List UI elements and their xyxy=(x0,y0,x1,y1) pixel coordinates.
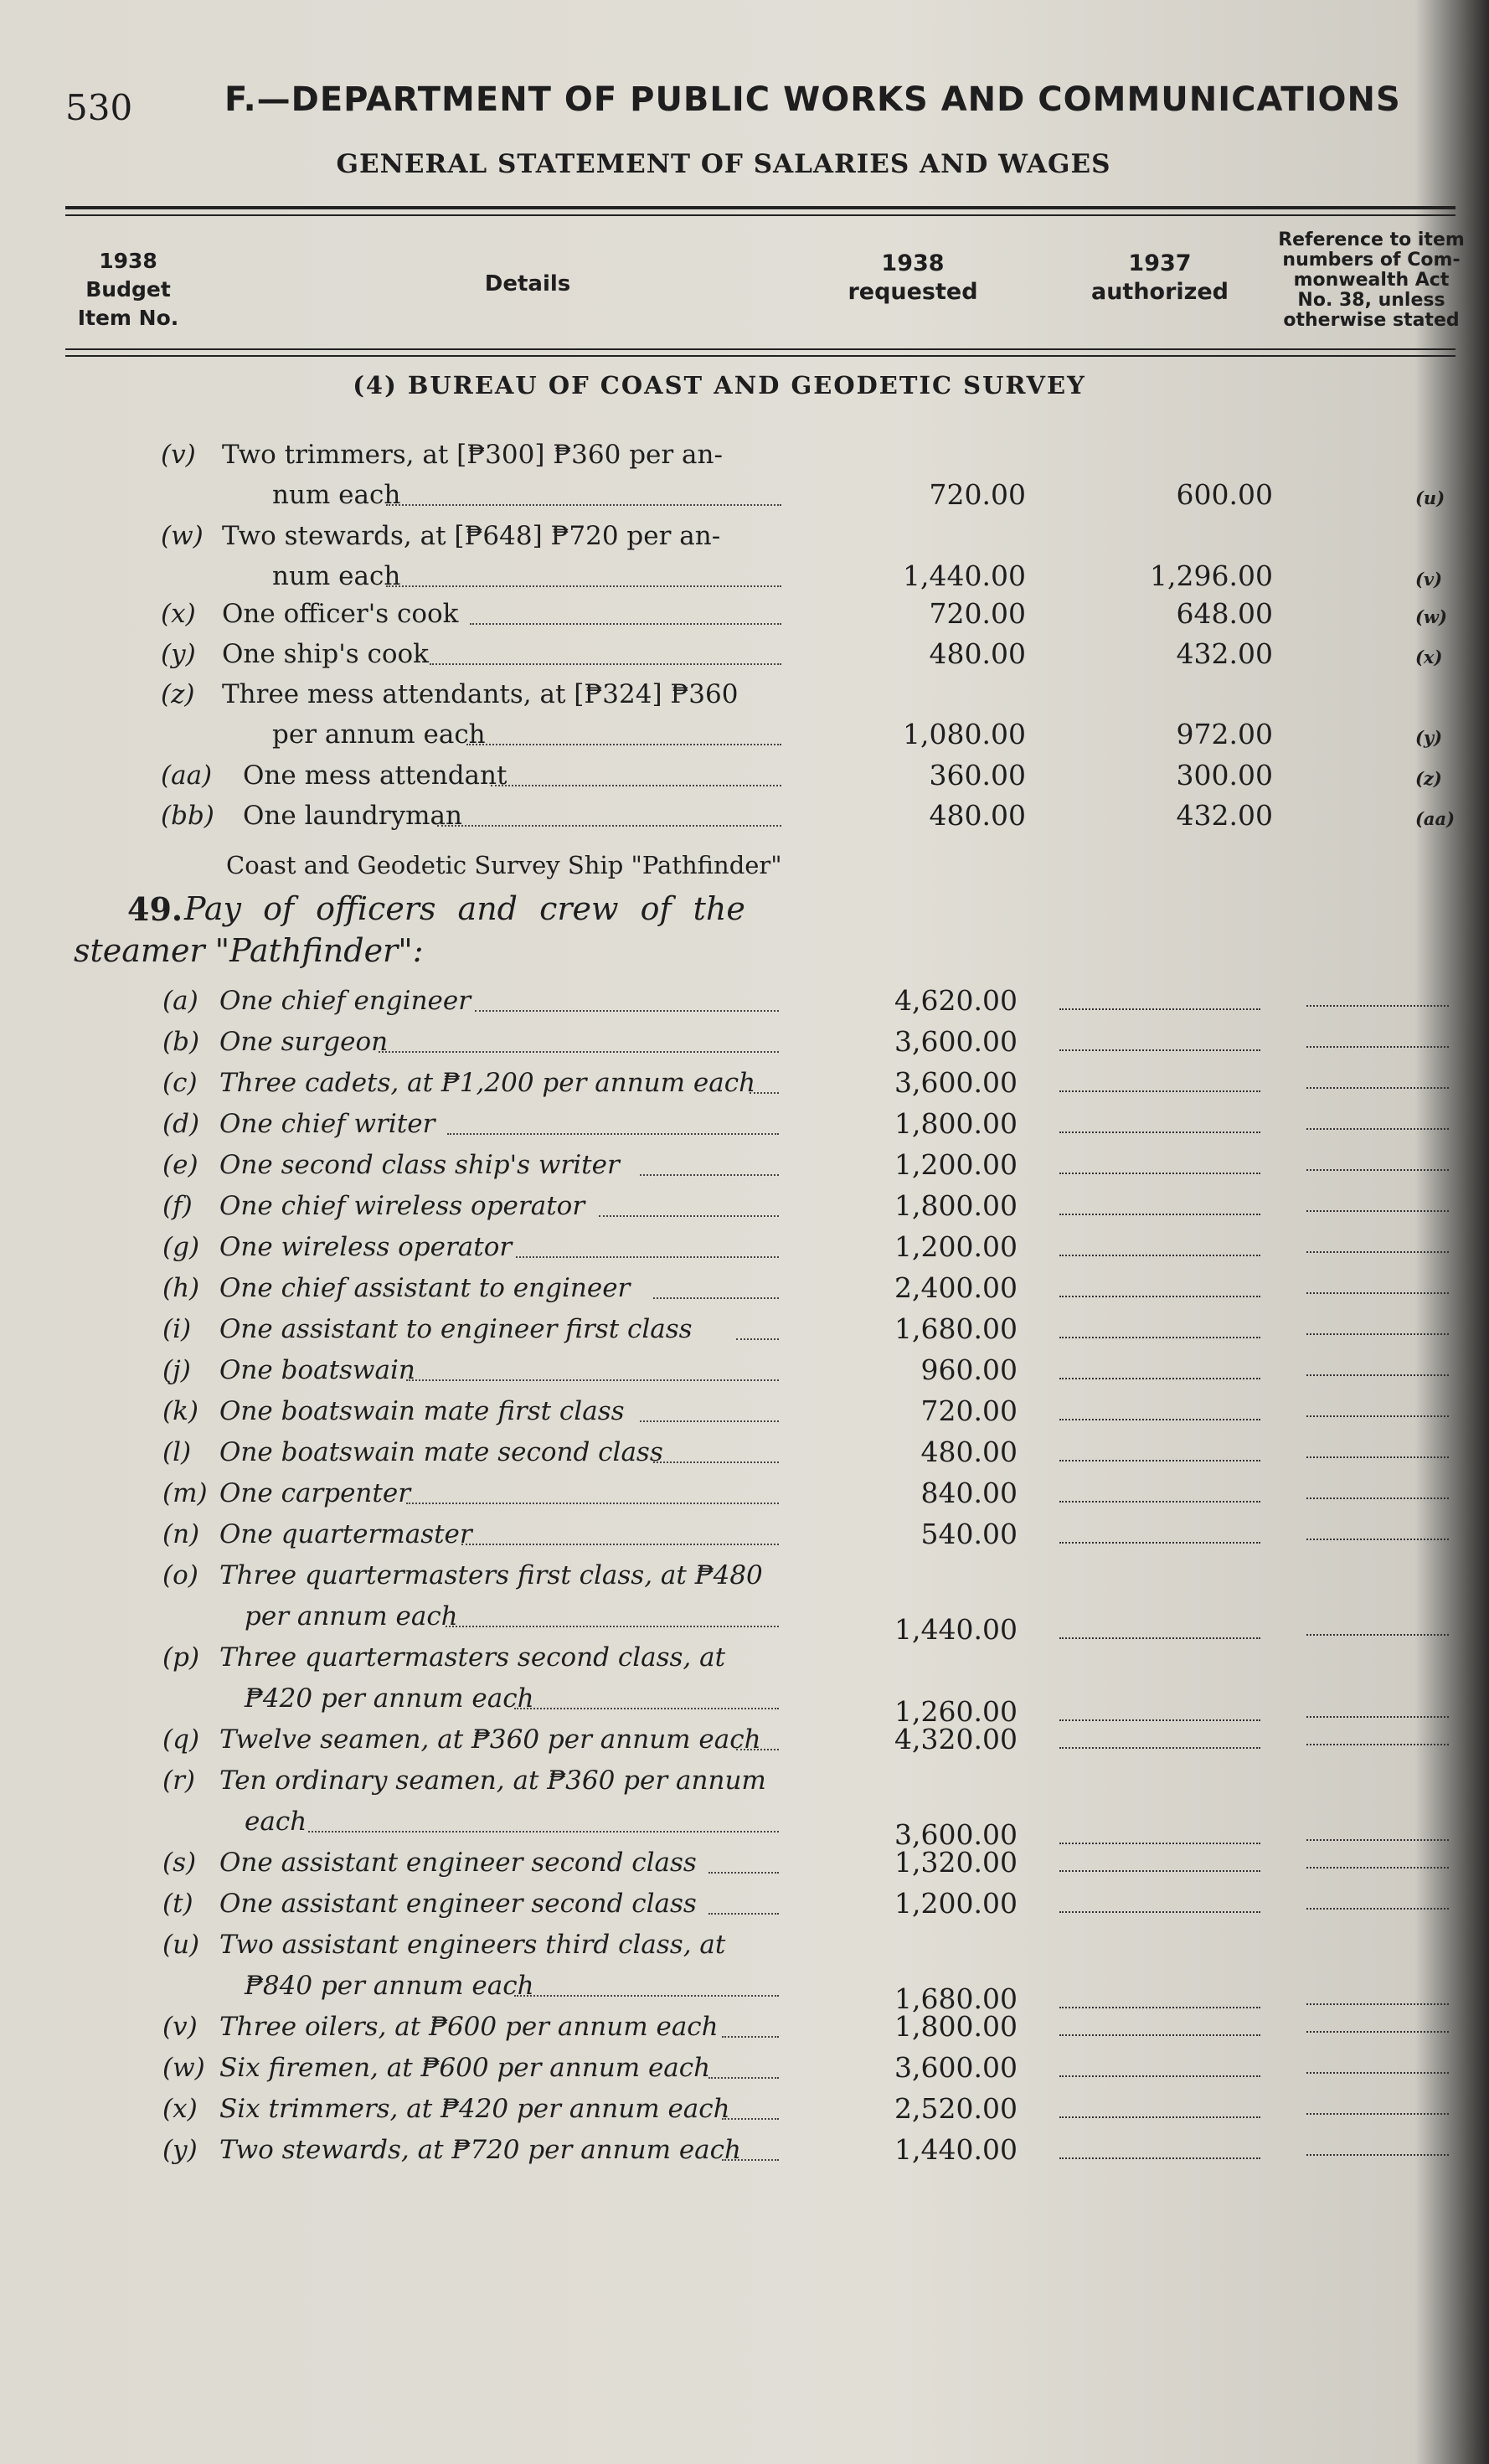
item-detail: Three oilers, at ₱600 per annum each xyxy=(219,2012,719,2042)
authorized-blank xyxy=(1059,1173,1260,1174)
item-detail: One chief wireless operator xyxy=(219,1191,585,1221)
reference-blank xyxy=(1306,1046,1449,1048)
col-reference-line: otherwise stated xyxy=(1283,310,1460,331)
item-detail: One boatswain mate second class xyxy=(219,1437,663,1467)
item-letter: (k) xyxy=(162,1396,198,1426)
authorized-blank xyxy=(1059,1747,1260,1749)
leader-dots xyxy=(514,1708,779,1709)
item-detail: One mess attendant xyxy=(243,760,507,791)
item-detail: Two stewards, at ₱720 per annum each xyxy=(219,2135,741,2165)
leader-dots xyxy=(386,585,781,587)
item-letter: (bb) xyxy=(161,801,214,831)
statement-subtitle: GENERAL STATEMENT OF SALARIES AND WAGES xyxy=(336,149,1111,179)
requested-amount: 1,680.00 xyxy=(894,1982,1018,2015)
reference-blank xyxy=(1306,2072,1449,2074)
authorized-blank xyxy=(1059,1337,1260,1338)
leader-dots xyxy=(516,1256,779,1258)
reference-code: (u) xyxy=(1415,487,1445,508)
reference-blank xyxy=(1306,1539,1449,1540)
col-reference-line: monwealth Act xyxy=(1293,270,1450,291)
authorized-blank xyxy=(1059,2157,1260,2159)
authorized-blank xyxy=(1059,1870,1260,1872)
item-detail: One second class ship's writer xyxy=(219,1150,620,1180)
item-detail: Six trimmers, at ₱420 per annum each xyxy=(219,2094,730,2124)
item-letter: (q) xyxy=(162,1724,200,1755)
requested-amount: 480.00 xyxy=(929,799,1026,832)
requested-amount: 480.00 xyxy=(929,637,1026,670)
item-letter: (p) xyxy=(162,1642,200,1673)
requested-amount: 1,800.00 xyxy=(894,1189,1018,1222)
header-rule-2 xyxy=(65,355,1456,357)
requested-amount: 720.00 xyxy=(929,478,1026,511)
authorized-blank xyxy=(1059,1255,1260,1256)
item-letter: (x) xyxy=(161,599,196,629)
item-letter: (d) xyxy=(162,1109,200,1139)
requested-amount: 4,620.00 xyxy=(894,984,1018,1017)
item-detail: One assistant engineer second class xyxy=(219,1889,697,1919)
leader-dots xyxy=(722,2036,779,2038)
reference-blank xyxy=(1306,1333,1449,1335)
item-letter: (l) xyxy=(162,1437,192,1467)
item-detail-continuation: num each xyxy=(272,561,401,591)
leader-dots xyxy=(640,1174,779,1176)
item-letter: (f) xyxy=(162,1191,193,1221)
authorized-blank xyxy=(1059,2075,1260,2077)
leader-dots xyxy=(475,1010,779,1012)
item-detail: One officer's cook xyxy=(222,599,459,629)
item-detail: Six firemen, at ₱600 per annum each xyxy=(219,2053,711,2083)
leader-dots xyxy=(466,744,781,745)
requested-amount: 1,440.00 xyxy=(894,1613,1018,1646)
item-detail: One laundryman xyxy=(243,801,462,831)
leader-dots xyxy=(708,2077,779,2079)
requested-amount: 540.00 xyxy=(920,1518,1018,1550)
item-letter: (z) xyxy=(161,679,195,709)
requested-amount: 960.00 xyxy=(920,1353,1018,1386)
item-detail: Three cadets, at ₱1,200 per annum each xyxy=(219,1068,756,1098)
reference-code: (aa) xyxy=(1415,808,1456,829)
requested-amount: 2,400.00 xyxy=(894,1271,1018,1304)
authorized-blank xyxy=(1059,1843,1260,1844)
requested-amount: 480.00 xyxy=(920,1436,1018,1468)
col-item-no-line: Item No. xyxy=(77,306,179,330)
authorized-blank xyxy=(1059,1378,1260,1379)
requested-amount: 1,200.00 xyxy=(894,1887,1018,1920)
item-detail: Three mess attendants, at [₱324] ₱360 xyxy=(222,679,739,709)
leader-dots xyxy=(406,1503,779,1504)
col-authorized-line: authorized xyxy=(1090,279,1229,305)
leader-dots xyxy=(386,504,781,506)
item-detail: One wireless operator xyxy=(219,1232,513,1262)
authorized-blank xyxy=(1059,1460,1260,1461)
reference-blank xyxy=(1306,1251,1449,1253)
paragraph-title-line1: Pay of officers and crew of the xyxy=(184,890,745,927)
leader-dots xyxy=(736,1338,779,1340)
authorized-amount: 600.00 xyxy=(1176,478,1273,511)
item-detail-continuation: ₱420 per annum each xyxy=(245,1683,534,1714)
leader-dots xyxy=(308,1831,779,1833)
authorized-blank xyxy=(1059,1501,1260,1503)
requested-amount: 720.00 xyxy=(929,597,1026,630)
item-letter: (aa) xyxy=(161,760,213,791)
authorized-amount: 300.00 xyxy=(1176,759,1273,791)
top-rule xyxy=(65,206,1456,209)
reference-blank xyxy=(1306,2031,1449,2033)
ship-heading: Coast and Geodetic Survey Ship "Pathfinder" xyxy=(226,851,782,879)
col-reference-line: No. 38, unless xyxy=(1297,290,1445,311)
authorized-amount: 432.00 xyxy=(1176,799,1273,832)
authorized-blank xyxy=(1059,1049,1260,1051)
requested-amount: 1,260.00 xyxy=(894,1695,1018,1728)
requested-amount: 2,520.00 xyxy=(894,2092,1018,2125)
authorized-blank xyxy=(1059,1542,1260,1544)
requested-amount: 3,600.00 xyxy=(894,2051,1018,2084)
reference-blank xyxy=(1306,1128,1449,1130)
leader-dots xyxy=(653,1461,779,1463)
col-item-no-line: Budget xyxy=(85,277,171,302)
reference-code: (x) xyxy=(1415,647,1443,668)
leader-dots xyxy=(599,1215,779,1217)
paragraph-number: 49. xyxy=(127,890,183,928)
item-detail: Three quartermasters second class, at xyxy=(219,1642,726,1673)
reference-code: (v) xyxy=(1415,569,1443,590)
requested-amount: 1,200.00 xyxy=(894,1148,1018,1181)
requested-amount: 360.00 xyxy=(929,759,1026,791)
col-reference-line: numbers of Com- xyxy=(1282,250,1461,271)
authorized-amount: 972.00 xyxy=(1176,718,1273,750)
item-letter: (r) xyxy=(162,1766,196,1796)
item-detail-continuation: ₱840 per annum each xyxy=(245,1971,534,2001)
authorized-amount: 432.00 xyxy=(1176,637,1273,670)
requested-amount: 1,680.00 xyxy=(894,1312,1018,1345)
requested-amount: 1,080.00 xyxy=(903,718,1026,750)
page-number: 530 xyxy=(65,87,133,128)
authorized-blank xyxy=(1059,2007,1260,2008)
authorized-blank xyxy=(1059,1637,1260,1639)
item-detail: One surgeon xyxy=(219,1027,389,1057)
col-requested-line: 1938 xyxy=(881,250,945,276)
reference-code: (y) xyxy=(1415,727,1443,748)
item-detail: Twelve seamen, at ₱360 per annum each xyxy=(219,1724,761,1755)
reference-blank xyxy=(1306,1456,1449,1458)
reference-blank xyxy=(1306,1292,1449,1294)
item-letter: (w) xyxy=(161,521,204,551)
requested-amount: 3,600.00 xyxy=(894,1025,1018,1058)
item-detail: One chief assistant to engineer xyxy=(219,1273,631,1303)
col-details: Details xyxy=(484,271,571,296)
item-letter: (i) xyxy=(162,1314,192,1344)
reference-code: (z) xyxy=(1415,768,1442,789)
item-detail-continuation: each xyxy=(245,1807,307,1837)
reference-blank xyxy=(1306,1867,1449,1869)
authorized-blank xyxy=(1059,1131,1260,1133)
reference-code: (w) xyxy=(1415,606,1447,627)
item-detail: One carpenter xyxy=(219,1478,411,1508)
paragraph-title-line2: steamer "Pathfinder": xyxy=(74,932,424,969)
item-letter: (n) xyxy=(162,1519,200,1549)
item-letter: (b) xyxy=(162,1027,200,1057)
reference-blank xyxy=(1306,1716,1449,1718)
reference-blank xyxy=(1306,1374,1449,1376)
leader-dots xyxy=(379,1051,779,1053)
authorized-amount: 648.00 xyxy=(1176,597,1273,630)
leader-dots xyxy=(514,1995,779,1997)
item-letter: (o) xyxy=(162,1560,198,1590)
authorized-blank xyxy=(1059,1911,1260,1913)
reference-blank xyxy=(1306,1908,1449,1910)
item-letter: (v) xyxy=(162,2012,198,2042)
leader-dots xyxy=(447,1133,779,1135)
col-reference-line: Reference to item xyxy=(1278,229,1465,250)
reference-blank xyxy=(1306,1839,1449,1841)
requested-amount: 1,800.00 xyxy=(894,2010,1018,2043)
requested-amount: 840.00 xyxy=(920,1477,1018,1509)
authorized-blank xyxy=(1059,1719,1260,1721)
item-detail: Two assistant engineers third class, at xyxy=(219,1930,726,1960)
item-detail: One ship's cook xyxy=(222,639,429,669)
col-requested-line: requested xyxy=(848,279,978,305)
requested-amount: 1,320.00 xyxy=(894,1846,1018,1879)
leader-dots xyxy=(708,1913,779,1915)
item-detail: One chief writer xyxy=(219,1109,435,1139)
col-item-no xyxy=(65,247,191,332)
requested-amount: 1,440.00 xyxy=(894,2133,1018,2166)
leader-dots xyxy=(491,785,781,786)
item-letter: (y) xyxy=(162,2135,198,2165)
requested-amount: 1,200.00 xyxy=(894,1230,1018,1263)
leader-dots xyxy=(461,1544,779,1545)
item-letter: (v) xyxy=(161,440,196,470)
item-detail: Two stewards, at [₱648] ₱720 per an- xyxy=(222,521,721,551)
item-detail: Two trimmers, at [₱300] ₱360 per an- xyxy=(222,440,723,470)
authorized-blank xyxy=(1059,1296,1260,1297)
leader-dots xyxy=(722,2118,779,2120)
reference-blank xyxy=(1306,1415,1449,1417)
department-title: F.—DEPARTMENT OF PUBLIC WORKS AND COMMUNICATIONS xyxy=(224,80,1401,119)
leader-dots xyxy=(406,1379,779,1381)
requested-amount: 4,320.00 xyxy=(894,1723,1018,1755)
requested-amount: 3,600.00 xyxy=(894,1818,1018,1851)
reference-blank xyxy=(1306,1169,1449,1171)
item-letter: (c) xyxy=(162,1068,198,1098)
item-letter: (w) xyxy=(162,2053,205,2083)
col-item-no-line: 1938 xyxy=(99,249,157,273)
item-letter: (g) xyxy=(162,1232,200,1262)
col-authorized-line: 1937 xyxy=(1128,250,1192,276)
leader-dots xyxy=(736,1749,779,1750)
leader-dots xyxy=(640,1420,779,1422)
authorized-blank xyxy=(1059,2034,1260,2036)
item-detail: Ten ordinary seamen, at ₱360 per annum xyxy=(219,1766,766,1796)
reference-blank xyxy=(1306,1087,1449,1089)
leader-dots xyxy=(708,1872,779,1874)
item-letter: (u) xyxy=(162,1930,200,1960)
reference-blank xyxy=(1306,1634,1449,1636)
requested-amount: 720.00 xyxy=(920,1394,1018,1427)
reference-blank xyxy=(1306,1497,1449,1499)
item-detail: One boatswain xyxy=(219,1355,415,1385)
leader-dots xyxy=(653,1297,779,1299)
item-letter: (m) xyxy=(162,1478,208,1508)
authorized-blank xyxy=(1059,1090,1260,1092)
leader-dots xyxy=(446,1626,779,1627)
requested-amount: 1,800.00 xyxy=(894,1107,1018,1140)
requested-amount: 3,600.00 xyxy=(894,1066,1018,1099)
reference-blank xyxy=(1306,2003,1449,2005)
section-title: (4) BUREAU OF COAST AND GEODETIC SURVEY xyxy=(353,371,1086,399)
item-detail: One chief engineer xyxy=(219,986,471,1016)
item-detail-continuation: per annum each xyxy=(272,719,486,750)
reference-blank xyxy=(1306,2154,1449,2156)
col-authorized xyxy=(1064,250,1256,307)
authorized-amount: 1,296.00 xyxy=(1150,559,1273,592)
col-reference xyxy=(1277,230,1466,331)
item-letter: (h) xyxy=(162,1273,200,1303)
item-letter: (a) xyxy=(162,986,198,1016)
item-letter: (e) xyxy=(162,1150,198,1180)
header-rule xyxy=(65,348,1456,350)
item-letter: (s) xyxy=(162,1848,197,1878)
item-letter: (j) xyxy=(162,1355,191,1385)
reference-blank xyxy=(1306,2113,1449,2115)
authorized-blank xyxy=(1059,1214,1260,1215)
item-detail: One quartermaster xyxy=(219,1519,472,1549)
requested-amount: 1,440.00 xyxy=(903,559,1026,592)
leader-dots xyxy=(722,2159,779,2161)
item-detail: One assistant engineer second class xyxy=(219,1848,697,1878)
leader-dots xyxy=(437,825,781,827)
authorized-blank xyxy=(1059,2116,1260,2118)
col-requested xyxy=(821,250,1005,307)
item-detail: Three quartermasters first class, at ₱480 xyxy=(219,1560,763,1590)
item-letter: (y) xyxy=(161,639,196,669)
reference-blank xyxy=(1306,1210,1449,1212)
authorized-blank xyxy=(1059,1419,1260,1420)
item-detail-continuation: num each xyxy=(272,480,401,510)
reference-blank xyxy=(1306,1005,1449,1007)
item-letter: (t) xyxy=(162,1889,193,1919)
top-rule-thin xyxy=(65,214,1456,216)
page-header xyxy=(65,77,1401,128)
reference-blank xyxy=(1306,1744,1449,1745)
item-detail: One assistant to engineer first class xyxy=(219,1314,693,1344)
authorized-blank xyxy=(1059,1008,1260,1010)
leader-dots xyxy=(750,1092,779,1094)
item-detail: One boatswain mate first class xyxy=(219,1396,625,1426)
leader-dots xyxy=(430,663,781,665)
item-detail-continuation: per annum each xyxy=(245,1601,458,1631)
leader-dots xyxy=(470,623,781,625)
item-letter: (x) xyxy=(162,2094,198,2124)
